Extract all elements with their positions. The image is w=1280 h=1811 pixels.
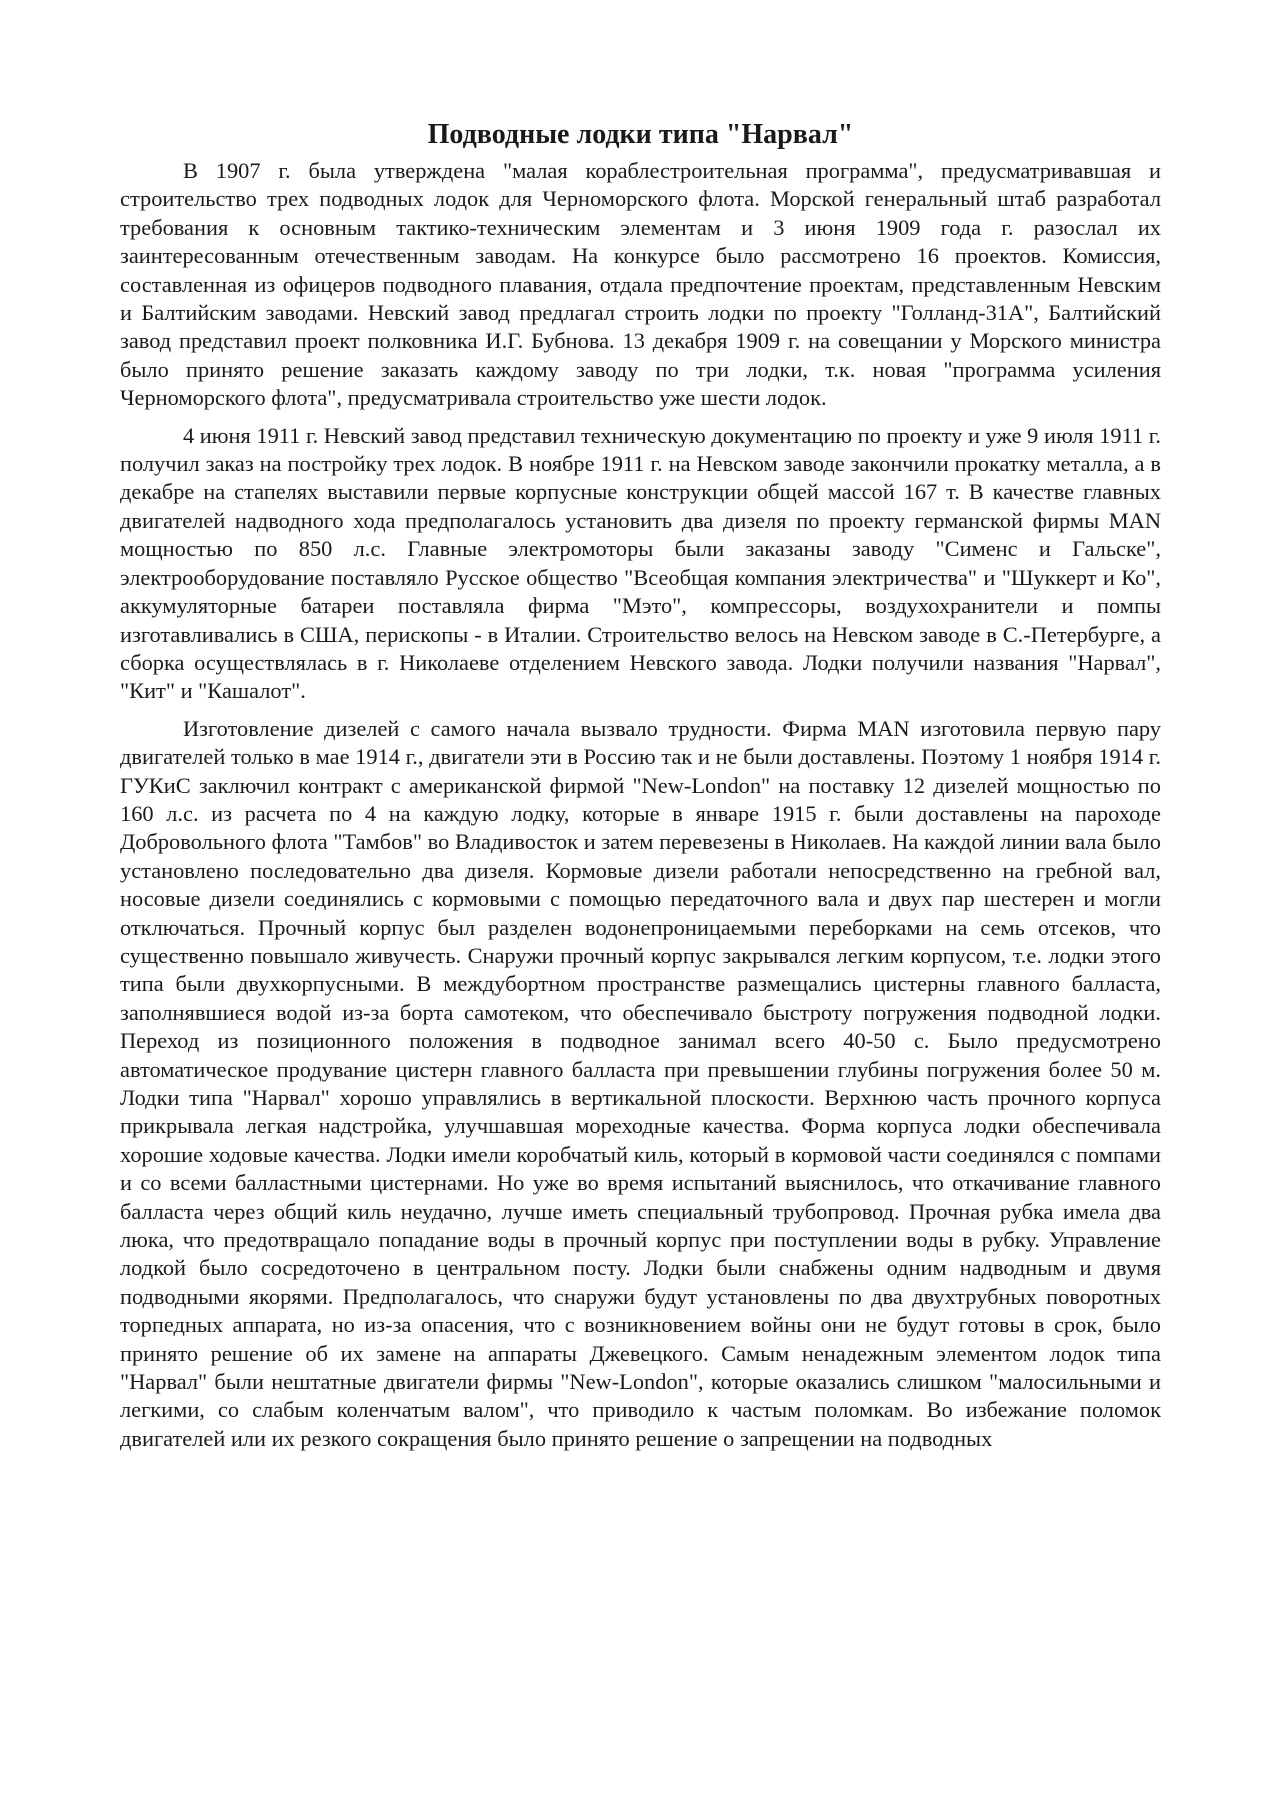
paragraph-2: 4 июня 1911 г. Невский завод представил техническую документацию по проекту и уже 9 июля 1911 г. получил заказ на постройку трех лодок. В ноябре 1911 г. на Невском заводе закончили прокатку металла, а в декабре на стапелях выставили первые корпусные конструкции общей массой 167 т. В качестве главных двигателей надводного хода предполагалось установить два дизеля по проекту германской фирмы MAN мощностью по 850 л.с. Главные электромоторы были заказаны заводу "Сименс и Гальске", электрооборудование поставляло Русское общество "Всеобщая компания электричества" и "Шуккерт и Ко", аккумуляторные батареи поставляла фирма "Мэто", компрессоры, воздухохранители и помпы изготавливались в США, перископы - в Италии. Строительство велось на Невском заводе в С.-Петербурге, а сборка осуществлялась в г. Николаеве отделением Невского завода. Лодки получили названия "Нарвал", "Кит" и "Кашалот". xyxy=(120,422,1161,704)
paragraph-3: Изготовление дизелей с самого начала вызвало трудности. Фирма MAN изготовила первую пару двигателей только в мае 1914 г., двигатели эти в Россию так и не были доставлены. Поэтому 1 ноября 1914 г. ГУКиС заключил контракт с американской фирмой "New-London" на поставку 12 дизелей мощностью по 160 л.с. из расчета по 4 на каждую лодку, которые в январе 1915 г. были доставлены на пароходе Добровольного флота "Тамбов" во Владивосток и затем перевезены в Николаев. На каждой линии вала было установлено последовательно два дизеля. Кормовые дизели работали непосредственно на гребной вал, носовые дизели соединялись с кормовыми с помощью передаточного вала и двух пар шестерен и могли отключаться. Прочный корпус был разделен водонепроницаемыми переборками на семь отсеков, что существенно повышало живучесть. Снаружи прочный корпус закрывался легким корпусом, т.е. лодки этого типа были двухкорпусными. В междубортном пространстве размещались цистерны главного балласта, заполнявшиеся водой из-за борта самотеком, что обеспечивало быстроту погружения подводной лодки. Переход из позиционного положения в подводное занимал всего 40-50 с. Было предусмотрено автоматическое продувание цистерн главного балласта при превышении глубины погружения более 50 м. Лодки типа "Нарвал" хорошо управлялись в вертикальной плоскости. Верхнюю часть прочного корпуса прикрывала легкая надстройка, улучшавшая мореходные качества. Форма корпуса лодки обеспечивала хорошие ходовые качества. Лодки имели коробчатый киль, который в кормовой части соединялся с помпами и со всеми балластными цистернами. Но уже во время испытаний выяснилось, что откачивание главного балласта через общий киль неудачно, лучше иметь специальный трубопровод. Прочная рубка имела два люка, что предотвращало попадание воды в прочный корпус при поступлении воды в рубку. Управление лодкой было сосредоточено в центральном посту. Лодки были снабжены одним надводным и двумя подводными якорями. Предполагалось, что снаружи будут установлены по два двухтрубных поворотных торпедных аппарата, но из-за опасения, что с возникновением войны они не будут готовы в срок, было принято решение об их замене на аппараты Джевецкого. Самым ненадежным элементом лодок типа "Нарвал" были нештатные двигатели фирмы "New-London", которые оказались слишком "малосильными и легкими, со слабым коленчатым валом", что приводило к частым поломкам. Во избежание поломок двигателей или их резкого сокращения было принято решение о запрещении на подводных xyxy=(120,715,1161,1451)
document-page xyxy=(120,118,1161,1462)
paragraph-1: В 1907 г. была утверждена "малая кораблестроительная программа", предусматривавшая и строительство трех подводных лодок для Черноморского флота. Морской генеральный штаб разработал требования к основным тактико-техническим элементам и 3 июня 1909 года г. разослал их заинтересованным отечественным заводам. На конкурсе было рассмотрено 16 проектов. Комиссия, составленная из офицеров подводного плавания, отдала предпочтение проектам, представленным Невским и Балтийским заводами. Невский завод предлагал строить лодки по проекту "Голланд-31А", Балтийский завод представил проект полковника И.Г. Бубнова. 13 декабря 1909 г. на совещании у Морского министра было принято решение заказать каждому заводу по три лодки, т.к. новая "программа усиления Черноморского флота", предусматривала строительство уже шести лодок. xyxy=(120,158,1161,411)
document-title: Подводные лодки типа "Нарвал" xyxy=(427,119,854,150)
